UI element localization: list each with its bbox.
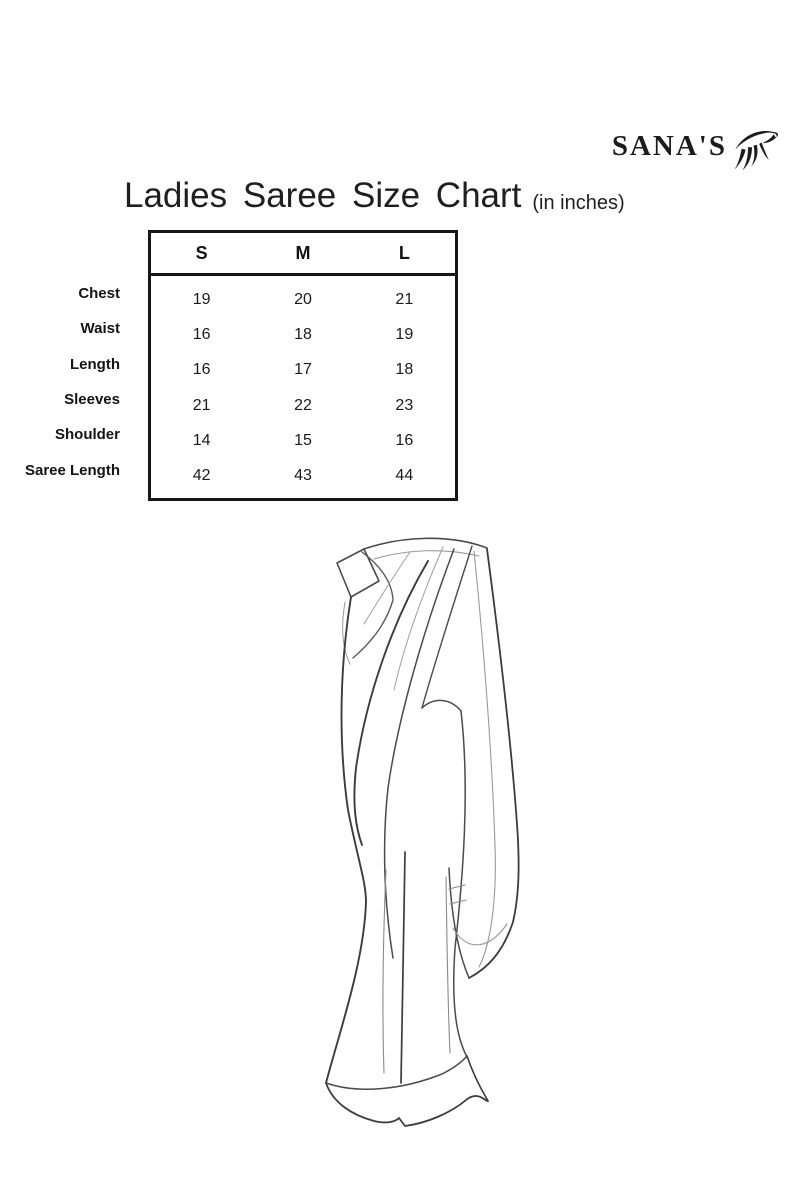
brand-logo	[612, 118, 780, 174]
row-label-chest: Chest	[78, 285, 120, 303]
cell-shoulder-l: 16	[395, 431, 414, 449]
column-header-m: M	[295, 242, 311, 263]
cell-sleeves-m: 22	[294, 396, 312, 414]
size-chart	[0, 230, 458, 501]
size-table-body	[151, 276, 455, 498]
table-row-saree-length	[151, 459, 455, 494]
row-label-length: Length	[70, 355, 120, 373]
page-title-unit: (in inches)	[532, 192, 625, 214]
column-header-l: L	[398, 242, 410, 263]
size-table	[148, 230, 458, 501]
pallu-shoulder-drape	[343, 538, 487, 664]
labels-header-spacer	[0, 230, 120, 276]
pallu-diagonal-pleats	[354, 546, 472, 958]
row-label-shoulder: Shoulder	[54, 426, 120, 444]
size-table-header	[151, 233, 455, 276]
pallu-tail	[449, 549, 519, 978]
table-row-length	[151, 353, 455, 388]
row-label-sleeves: Sleeves	[64, 391, 120, 409]
cell-shoulder-m: 15	[294, 431, 312, 449]
column-header-s: S	[195, 242, 208, 263]
cell-sleeves-s: 21	[192, 396, 211, 414]
cell-saree-length-s: 42	[192, 467, 211, 485]
table-row-waist	[151, 317, 455, 352]
table-row-shoulder	[151, 423, 455, 458]
cell-waist-s: 16	[192, 325, 211, 343]
page-title-text: Ladies Saree Size Chart	[124, 176, 522, 215]
cell-length-l: 18	[395, 361, 414, 379]
cell-sleeves-l: 23	[395, 396, 414, 414]
saree-illustration	[268, 533, 600, 1153]
cell-waist-m: 18	[294, 325, 312, 343]
cell-saree-length-l: 44	[395, 467, 414, 485]
table-row-chest	[151, 282, 455, 317]
skirt-outline	[326, 597, 467, 1083]
cell-saree-length-m: 43	[294, 467, 312, 485]
cell-chest-s: 19	[192, 290, 211, 308]
cell-chest-m: 20	[294, 290, 312, 308]
cell-chest-l: 21	[395, 290, 414, 308]
cell-length-m: 17	[294, 361, 312, 379]
brand-name: SANA'S	[611, 129, 727, 162]
table-row-sleeves	[151, 388, 455, 423]
measurement-labels-column	[0, 230, 120, 488]
blouse-strap	[337, 549, 379, 597]
hem-band	[326, 1056, 488, 1126]
row-label-saree-length: Saree Length	[24, 461, 120, 479]
row-label-waist: Waist	[80, 320, 120, 338]
fabric-swoosh-icon	[732, 122, 780, 174]
cell-waist-l: 19	[395, 325, 414, 343]
page-title	[124, 176, 625, 216]
cell-shoulder-s: 14	[192, 431, 211, 449]
cell-length-s: 16	[192, 361, 211, 379]
